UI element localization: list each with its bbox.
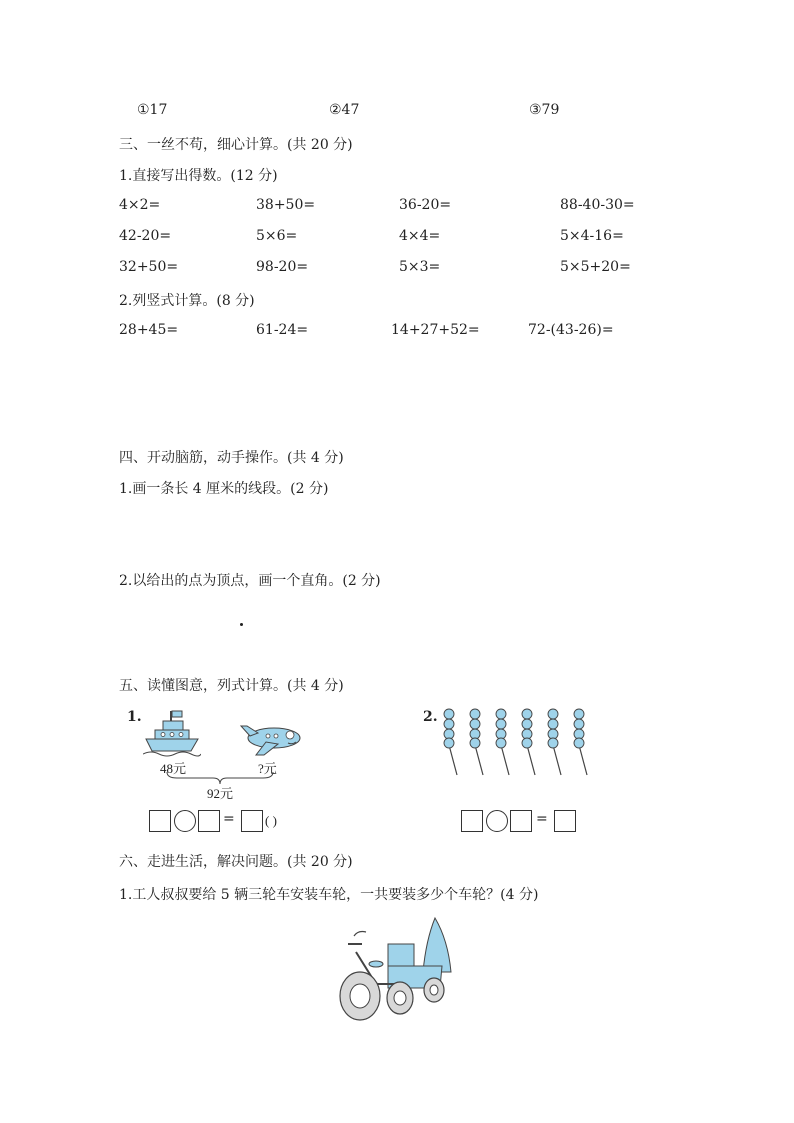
option-2: ②47 — [329, 102, 360, 118]
answer-box[interactable] — [510, 810, 532, 832]
section3-title: 三、一丝不苟，细心计算。(共 20 分) — [119, 137, 353, 153]
equals-sign: = — [536, 811, 548, 827]
calc-item: 5×5+20= — [560, 259, 631, 275]
fig2-number: 2. — [423, 709, 438, 725]
calc-item: 4×2= — [119, 197, 161, 213]
answer-box[interactable] — [198, 810, 220, 832]
equals-sign: = — [223, 811, 235, 827]
section6-q1: 1.工人叔叔要给 5 辆三轮车安装车轮，一共要装多少个车轮？(4 分) — [119, 887, 539, 903]
calc-item: 5×3= — [399, 259, 441, 275]
calc-item: 42-20= — [119, 228, 172, 244]
vertex-dot — [240, 623, 243, 626]
fig1-number: 1. — [127, 709, 142, 725]
candied-fruit-skewers-icon — [437, 705, 601, 777]
section4-q2: 2.以给出的点为顶点，画一个直角。(2 分) — [119, 573, 381, 589]
tricycle-icon — [330, 914, 465, 1026]
total-price: 92元 — [207, 786, 234, 801]
calc-item: 5×4-16= — [560, 228, 624, 244]
calc-item: 32+50= — [119, 259, 179, 275]
airplane-icon — [238, 718, 304, 758]
plane-price: ?元 — [258, 761, 277, 776]
calc-item: 88-40-30= — [560, 197, 635, 213]
section5-title: 五、读懂图意，列式计算。(共 4 分) — [119, 678, 344, 694]
boat-icon — [143, 709, 201, 757]
answer-box[interactable] — [241, 810, 263, 832]
operator-circle[interactable] — [174, 810, 196, 832]
boat-price: 48元 — [160, 761, 187, 776]
vertical-calc-item: 28+45= — [119, 322, 179, 338]
calc-item: 4×4= — [399, 228, 441, 244]
section4-q1: 1.画一条长 4 厘米的线段。(2 分) — [119, 481, 329, 497]
section6-title: 六、走进生活，解决问题。(共 20 分) — [119, 854, 353, 870]
answer-box[interactable] — [554, 810, 576, 832]
calc-item: 5×6= — [256, 228, 298, 244]
option-3: ③79 — [529, 102, 560, 118]
answer-box[interactable] — [461, 810, 483, 832]
option-1: ①17 — [137, 102, 168, 118]
section4-title: 四、开动脑筋，动手操作。(共 4 分) — [119, 450, 344, 466]
answer-box[interactable] — [149, 810, 171, 832]
calc-item: 36-20= — [399, 197, 452, 213]
vertical-calc-item: 72-(43-26)= — [528, 322, 614, 338]
vertical-calc-item: 14+27+52= — [391, 322, 480, 338]
operator-circle[interactable] — [486, 810, 508, 832]
vertical-calc-item: 61-24= — [256, 322, 309, 338]
unit-bracket[interactable]: ( ) — [265, 813, 277, 828]
section3-q2-title: 2.列竖式计算。(8 分) — [119, 293, 255, 309]
section3-q1-title: 1.直接写出得数。(12 分) — [119, 168, 278, 184]
calc-item: 98-20= — [256, 259, 309, 275]
calc-item: 38+50= — [256, 197, 316, 213]
